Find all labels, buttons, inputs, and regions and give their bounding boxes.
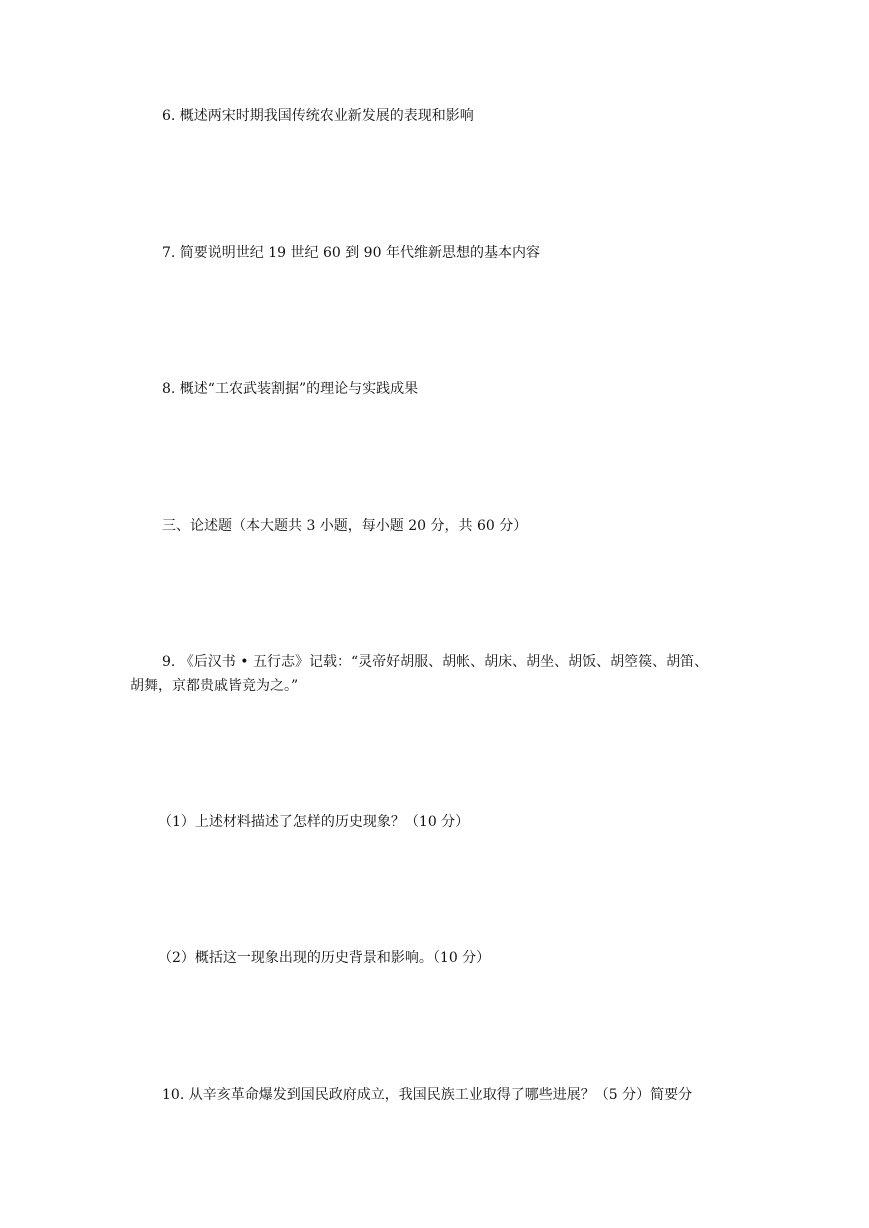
question-10: 10. 从辛亥革命爆发到国民政府成立，我国民族工业取得了哪些进展？（5 分）简要分 <box>162 1087 693 1103</box>
question-7: 7. 简要说明世纪 19 世纪 60 到 90 年代维新思想的基本内容 <box>162 245 540 261</box>
question-9-part-1: （1）上述材料描述了怎样的历史现象？（10 分） <box>158 814 470 830</box>
section-3-heading: 三、论述题（本大题共 3 小题，每小题 20 分，共 60 分） <box>162 518 528 534</box>
question-6: 6. 概述两宋时期我国传统农业新发展的表现和影响 <box>162 108 474 124</box>
question-8: 8. 概述“工农武装割据”的理论与实践成果 <box>162 381 419 397</box>
question-9-line-2: 胡舞，京都贵戚皆竞为之。” <box>130 678 299 694</box>
question-9-line-1: 9. 《后汉书 • 五行志》记载：“灵帝好胡服、胡帐、胡床、胡坐、胡饭、胡箜篌、胡笛、 <box>162 654 709 670</box>
question-9-part-2: （2）概括这一现象出现的历史背景和影响。（10 分） <box>158 950 491 966</box>
